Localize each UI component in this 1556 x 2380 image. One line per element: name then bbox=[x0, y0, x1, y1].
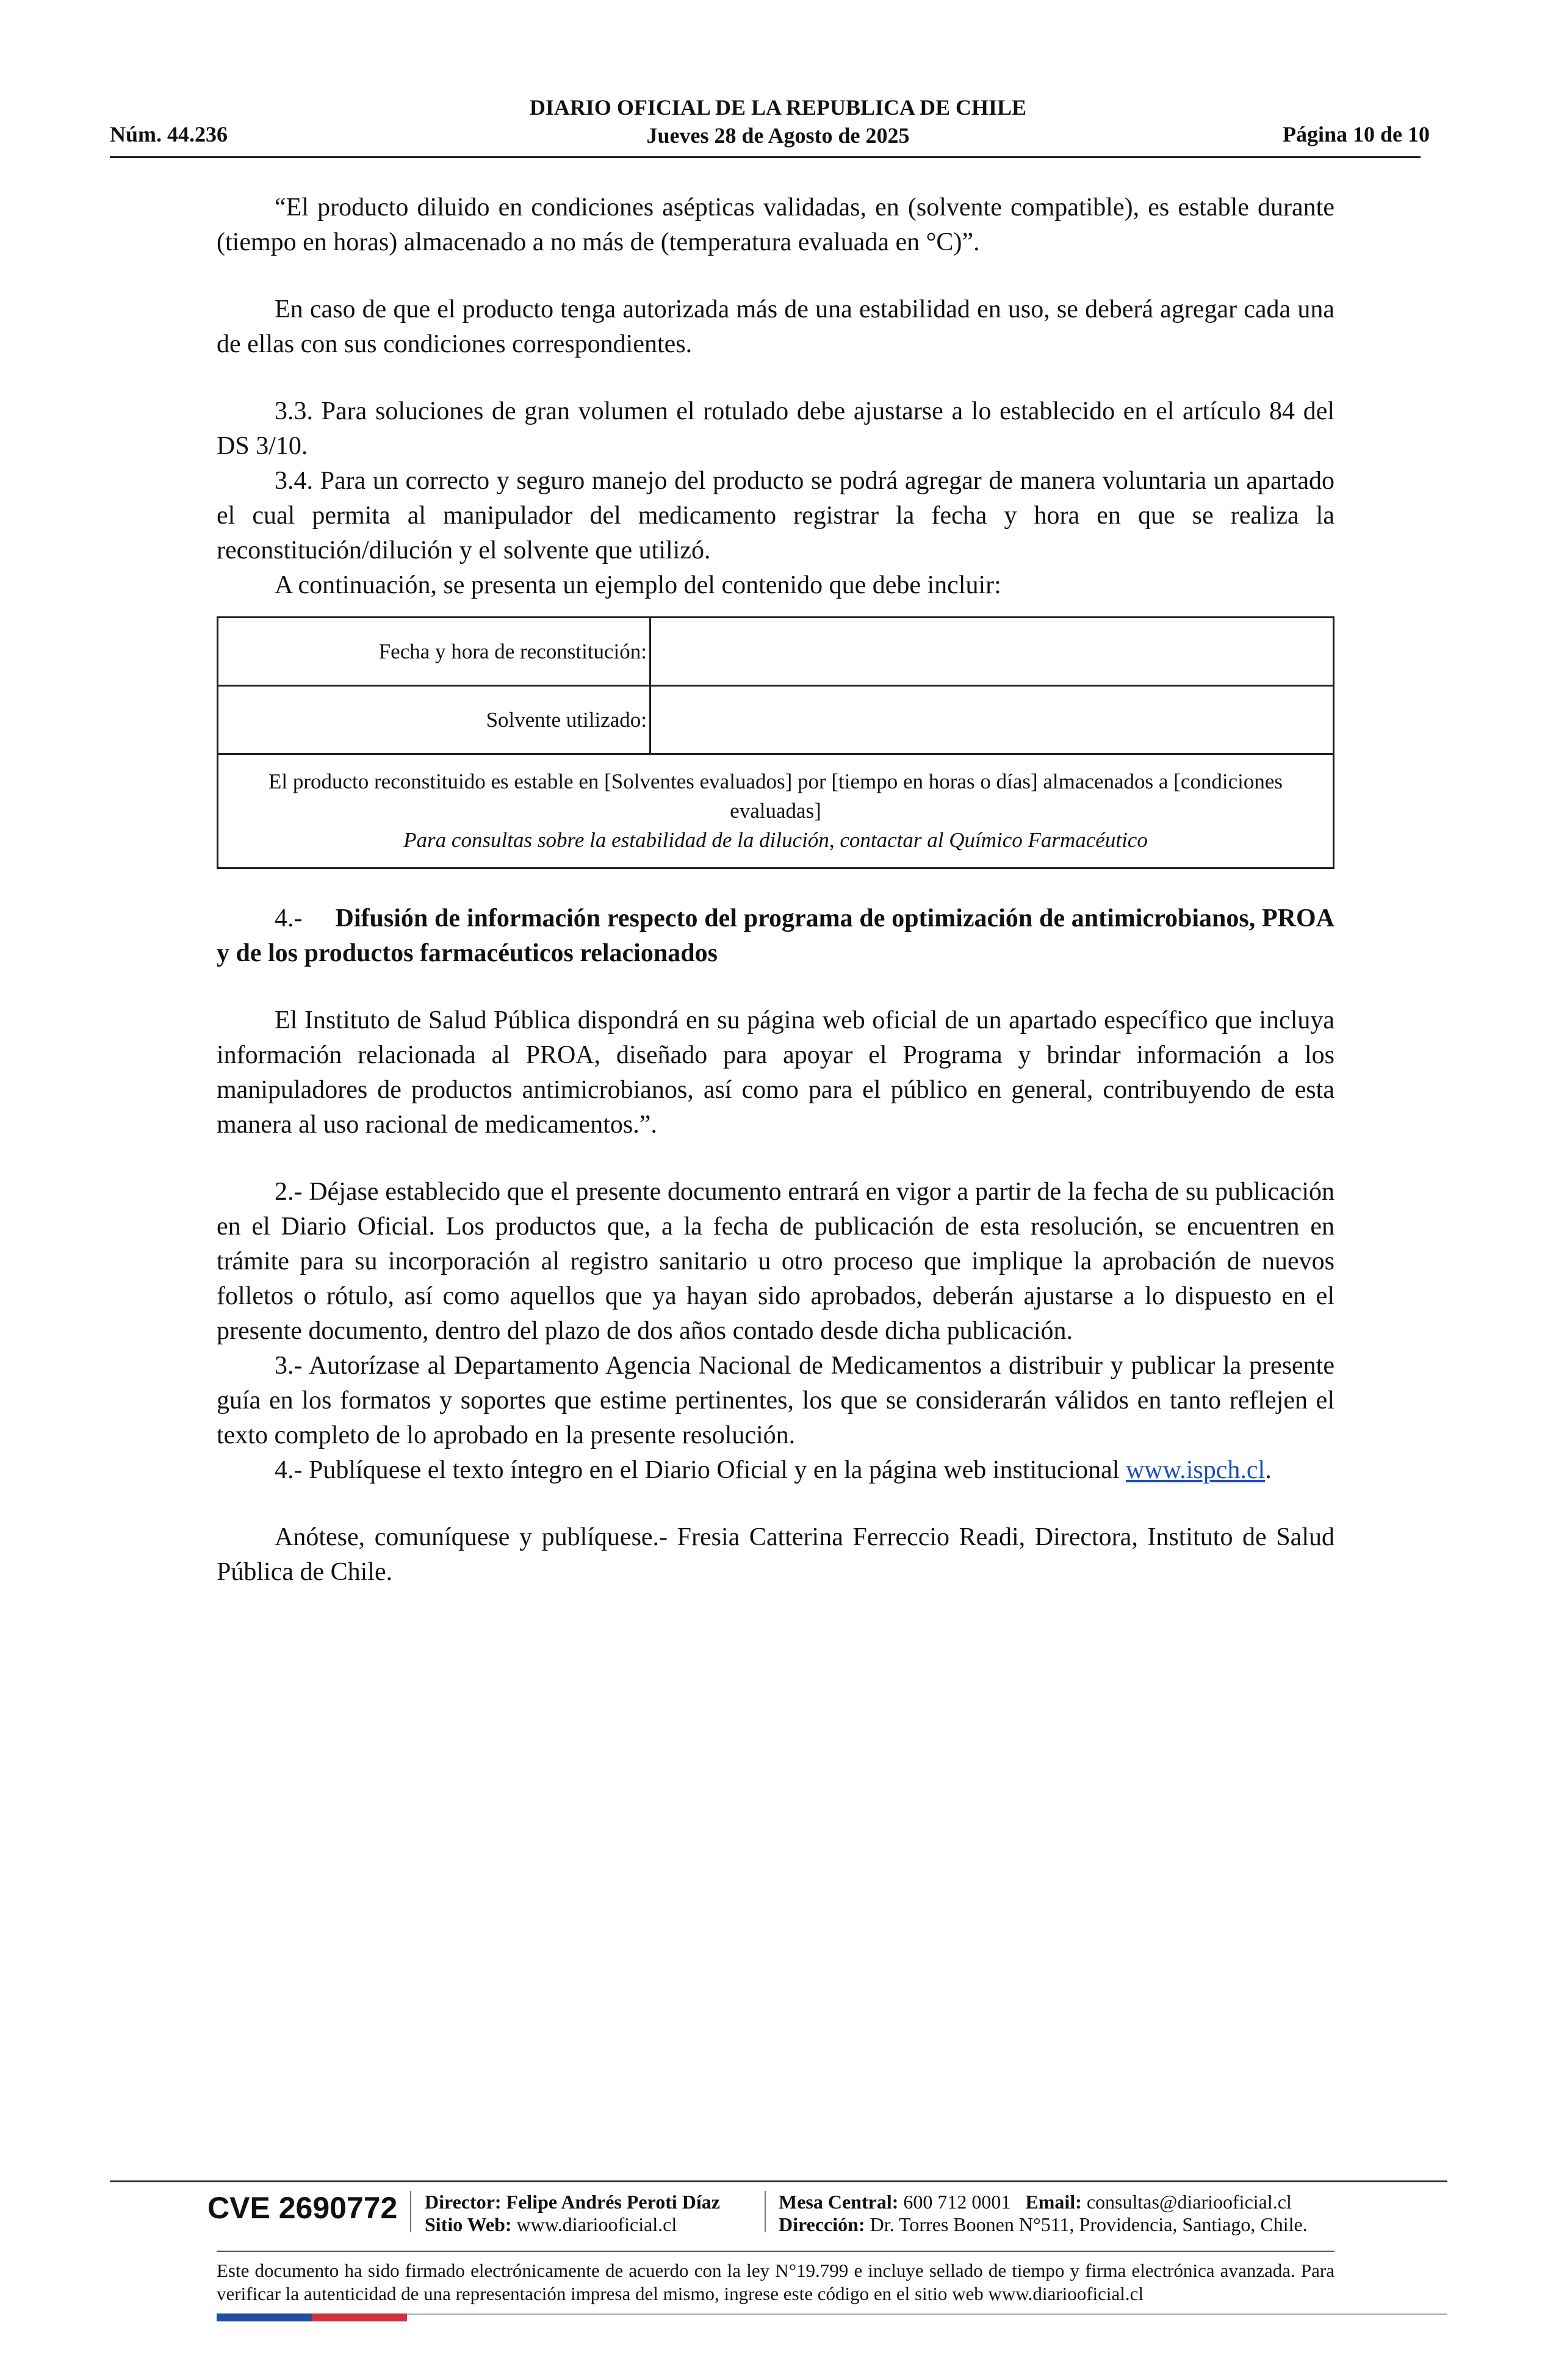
stability-note-cell bbox=[218, 754, 1334, 868]
paragraph-3-4: 3.4. Para un correcto y seguro manejo del producto se podrá agregar de manera voluntaria un apartado el cual permita al manipulador del medicamento registrar la fecha y hora en que se realiza la reconstitución/dilución y el solvente que utilizó. bbox=[217, 467, 1334, 564]
footer-contact-info bbox=[779, 2191, 1308, 2236]
issue-number: Núm. 44.236 bbox=[110, 122, 228, 146]
paragraph-3-3: 3.3. Para soluciones de gran volumen el rotulado debe ajustarse a lo establecido en el artículo 84 del DS 3/10. bbox=[217, 397, 1334, 460]
publish-period: . bbox=[1265, 1456, 1272, 1484]
legal-notice: Este documento ha sido firmado electrónicamente de acuerdo con la ley N°19.799 e incluye sellado de tiempo y firma electrónica avanzada. Para verificar la autenticidad de una representación impresa del mismo, ingrese este código en el sitio web www.diariooficial.cl bbox=[217, 2260, 1334, 2304]
footer-divider bbox=[110, 2180, 1447, 2182]
footer-director-info bbox=[425, 2191, 720, 2236]
paragraph-multiple-stability: En caso de que el producto tenga autorizada más de una estabilidad en uso, se deberá agregar cada una de ellas con sus condiciones correspondientes. bbox=[217, 295, 1334, 358]
mesa-value: 600 712 0001 bbox=[903, 2191, 1011, 2213]
header-divider bbox=[110, 156, 1421, 158]
paragraph-stability-quote: “El producto diluido en condiciones asépticas validadas, en (solvente compatible), es estable durante (tiempo en horas) almacenado a no más de (temperatura evaluada en °C)”. bbox=[217, 193, 1334, 256]
director-name: Felipe Andrés Peroti Díaz bbox=[506, 2191, 720, 2213]
stability-note: El producto reconstituido es estable en [Solventes evaluados] por [tiempo en horas o días] almacenados a [condiciones evaluadas] bbox=[268, 770, 1283, 823]
cve-code: CVE 2690772 bbox=[207, 2191, 398, 2225]
paragraph-2-entry-into-force: 2.- Déjase establecido que el presente documento entrará en vigor a partir de la fecha de su publicación en el Diario Oficial. Los productos que, a la fecha de publicación de esta resolución, se encuentren en trámite para su incorporación al registro sanitario u otro proceso que implique la aprobación de nuevos folletos o rótulo, así como aquellos que ya hayan sido aprobados, deberán ajustarse a lo dispuesto en el presente documento, dentro del plazo de dos años contado desde dicha publicación. bbox=[217, 1178, 1334, 1345]
address-label: Dirección: bbox=[779, 2213, 865, 2235]
newspaper-title: DIARIO OFICIAL DE LA REPUBLICA DE CHILE bbox=[529, 95, 1027, 120]
section-4-heading bbox=[217, 901, 1334, 971]
footer-inner-divider bbox=[217, 2251, 1334, 2252]
table-row bbox=[218, 686, 1334, 754]
reconstitution-datetime-field bbox=[650, 618, 1334, 686]
paragraph-example-intro: A continuación, se presenta un ejemplo del contenido que debe incluir: bbox=[275, 571, 1001, 599]
section-4-title: Difusión de información respecto del programa de optimización de antimicrobianos, PROA y de los productos farmacéuticos relacionados bbox=[217, 904, 1334, 967]
flag-blue-segment bbox=[217, 2313, 312, 2321]
table-row bbox=[218, 754, 1334, 868]
address-value: Dr. Torres Boonen N°511, Providencia, Santiago, Chile. bbox=[870, 2213, 1308, 2235]
director-label: Director: bbox=[425, 2191, 502, 2213]
mesa-label: Mesa Central: bbox=[779, 2191, 899, 2213]
section-4-number: 4.- bbox=[275, 904, 303, 932]
page-number: Página 10 de 10 bbox=[1282, 122, 1430, 146]
footer-bottom-rule bbox=[407, 2313, 1447, 2315]
solvent-used-field bbox=[650, 686, 1334, 754]
example-label-table bbox=[217, 616, 1334, 869]
paragraph-signature: Anótese, comuníquese y publíquese.- Fresia Catterina Ferreccio Readi, Directora, Instituto de Salud Pública de Chile. bbox=[217, 1523, 1334, 1586]
email-label: Email: bbox=[1025, 2191, 1082, 2213]
footer-separator bbox=[410, 2191, 411, 2232]
ispch-link[interactable]: www.ispch.cl bbox=[1125, 1456, 1266, 1484]
publish-text: 4.- Publíquese el texto íntegro en el Diario Oficial y en la página web institucional bbox=[275, 1456, 1120, 1484]
document-body bbox=[217, 190, 1334, 1590]
consult-note: Para consultas sobre la estabilidad de la dilución, contactar al Químico Farmacéutico bbox=[403, 828, 1148, 852]
flag-red-segment bbox=[312, 2313, 407, 2321]
reconstitution-datetime-label: Fecha y hora de reconstitución: bbox=[218, 618, 650, 686]
site-value[interactable]: www.diariooficial.cl bbox=[516, 2213, 677, 2235]
issue-date: Jueves 28 de Agosto de 2025 bbox=[646, 123, 910, 148]
email-value[interactable]: consultas@diariooficial.cl bbox=[1086, 2191, 1292, 2213]
paragraph-ispch-web: El Instituto de Salud Pública dispondrá en su página web oficial de un apartado específico que incluya información relacionada al PROA, diseñado para apoyar el Programa y brindar información a los manipuladores de productos antimicrobianos, así como para el público en general, contribuyendo de esta manera al uso racional de medicamentos.”. bbox=[217, 1006, 1334, 1139]
site-label: Sitio Web: bbox=[425, 2213, 512, 2235]
paragraph-3-authorize: 3.- Autorízase al Departamento Agencia Nacional de Medicamentos a distribuir y publicar la presente guía en los formatos y soportes que estime pertinentes, los que se considerarán válidos en tanto reflejen el texto completo de lo aprobado en la presente resolución. bbox=[217, 1352, 1334, 1449]
chile-flag-bar bbox=[217, 2313, 407, 2321]
paragraph-4-publish bbox=[217, 1453, 1334, 1488]
solvent-used-label: Solvente utilizado: bbox=[218, 686, 650, 754]
footer-separator bbox=[765, 2191, 766, 2232]
table-row bbox=[218, 618, 1334, 686]
